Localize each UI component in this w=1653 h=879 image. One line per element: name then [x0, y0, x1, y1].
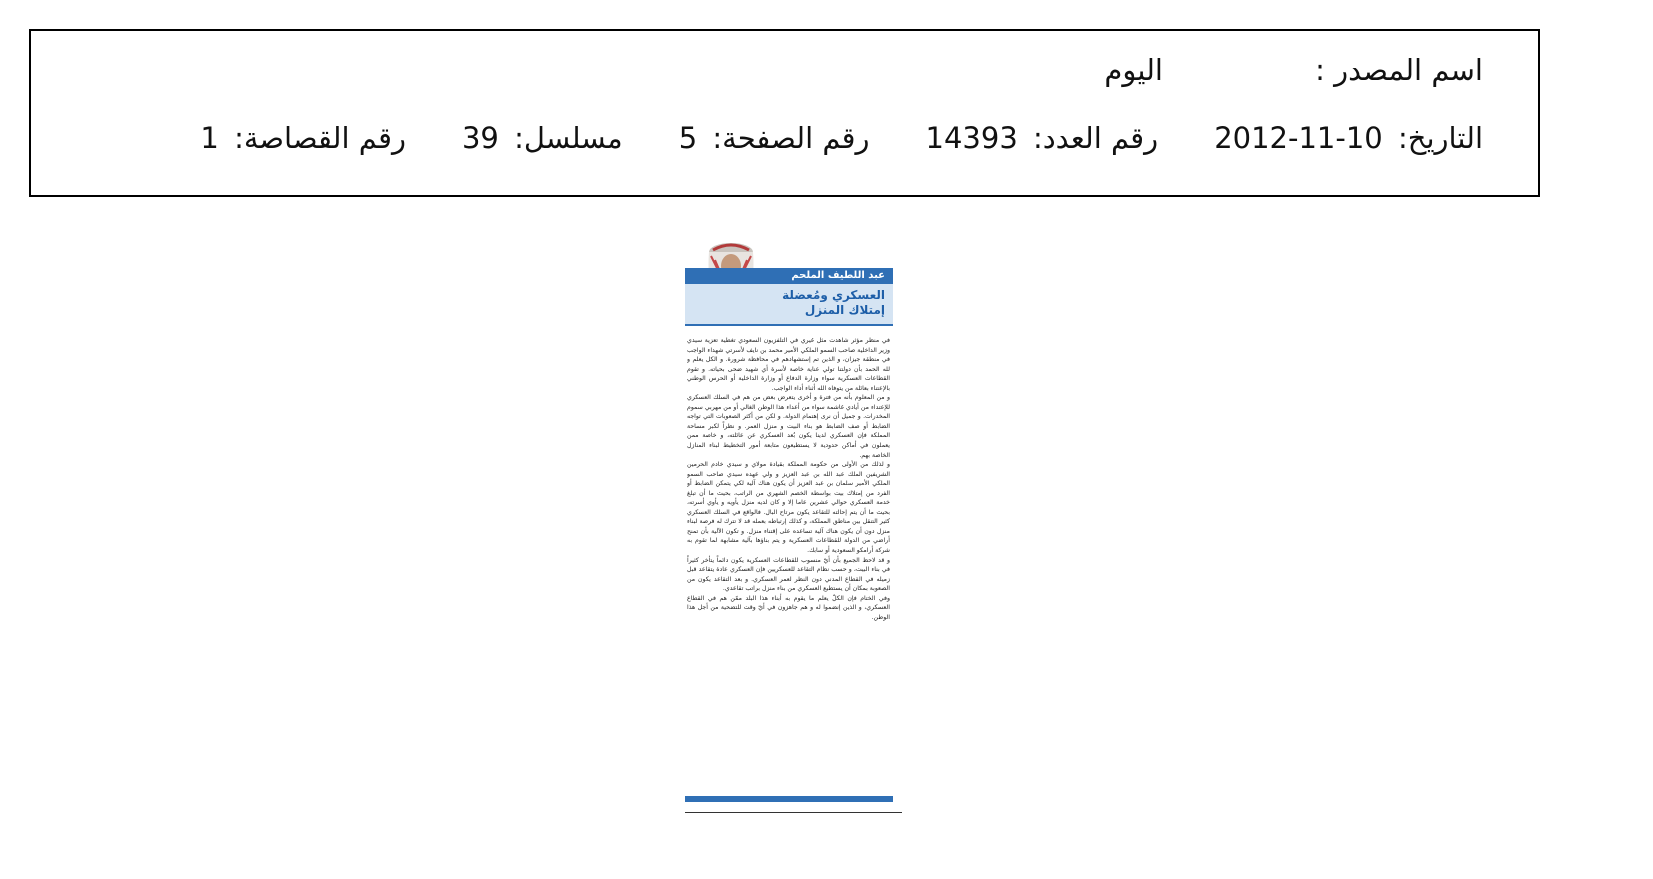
source-row	[71, 53, 1483, 87]
article-paragraph: وفي الختام فإن الكلّ يعلم ما يقوم به أبناء هذا البلد ممّن هم في القطاع العسكري، و الذين إنضموا له و هم جاهزون في أيّ وقت للتضحية من أجل هذا الوطن.	[687, 594, 890, 621]
clip-number-field	[200, 121, 406, 155]
source-label: اسم المصدر :	[1315, 53, 1483, 87]
article-paragraph: و لذلك من الأولى من حكومة المملكة بقيادة مولاي و سيدي خادم الحرمين الشريفين الملك عبد الله بن عبد العزيز و ولي عهده سيدي صاحب السمو الملكي الأمير سلمان بن عبد العزيز أن يكون هناك آلية لكي يتمكن الضابط أو الفرد من إمتلاك بيت بواسطة الخصم الشهري من الراتب، بحيث ما أن تبلغ خدمة العسكري حوالي عشرين عاما إلا و كان لديه منزل يأويه و يأوي أسرته، بحيث ما أن يتم إحالته للتقاعد يكون مرتاح البال. فالواقع في السلك العسكري كثير التنقل بين مناطق المملكة، و كذلك إرتباطه بعمله قد لا تترك له فرصة لبناء منزل دون أن يكون هناك آلية تساعده على إقتناء منزل. و تكون الآلية بأن تمنح أراضي من الدولة للقطاعات العسكرية و يتم بناؤها بآلية مشابهة لما تقوم به شركة أرامكو السعودية أو سابك.	[687, 461, 890, 555]
source-value: اليوم	[1104, 53, 1163, 87]
article-paragraph: و من المعلوم بأنه من فترة و أخرى يتعرض بعض من هم في السلك العسكري للإعتداء من أيادي غاشمة سواء من أعداء هذا الوطن الغالي أو من مهربي سموم المخدرات. و جميل أن نرى إهتمام الدولة. و لكن من أكثر الصعوبات التي تواجه الضابط أو صف الضابط هو بناء البيت و منزل العمر. و نظراً لكبر مساحة المملكة فإن العسكري لدينا يكون بُعد العسكري عن عائلته، و خاصة ممن يعملون في أماكن حدودية لا يستطيعون متابعة أمور التخطيط لبناء المنازل الخاصة بهم.	[687, 394, 890, 459]
metadata-row	[71, 121, 1483, 155]
header-box	[29, 29, 1540, 197]
serial-label: مسلسل:	[514, 121, 623, 155]
page-label: رقم الصفحة:	[712, 121, 870, 155]
page-value: 5	[678, 121, 698, 155]
newspaper-clipping	[685, 238, 893, 803]
issue-value: 14393	[925, 121, 1018, 155]
article-headline: العسكري ومُعضلة إمتلاك المنزل	[782, 288, 885, 317]
date-field	[1214, 121, 1483, 155]
date-label: التاريخ:	[1397, 121, 1483, 155]
clip-number-value: 1	[200, 121, 219, 155]
underline-rule	[685, 812, 902, 813]
date-value: 2012-11-10	[1214, 121, 1383, 155]
serial-field	[462, 121, 623, 155]
issue-label: رقم العدد:	[1033, 121, 1159, 155]
article-body	[687, 336, 890, 791]
issue-field	[926, 121, 1159, 155]
headline-panel	[685, 284, 893, 326]
clip-number-label: رقم القصاصة:	[234, 121, 406, 155]
clipping-bottom-bar	[685, 796, 893, 802]
author-byline: عبد اللطيف الملحم	[685, 268, 893, 284]
page-field	[679, 121, 870, 155]
serial-value: 39	[461, 121, 499, 155]
article-paragraph: في منظر مؤثر شاهدت مثل غيري في التلفزيون السعودي تغطية تعزية سيدي وزير الداخلية صاحب السمو الملكي الأمير محمد بن نايف لأسرتي شهداء الواجب في منطقة جيزان، و الذين تم إستشهادهم في محافظة شرورة. و الكل يعلم و لله الحمد بأن دولتنا تولي عناية خاصة لأسرة أي شهيد ضحى بحياته. و تقوم القطاعات العسكرية سواء وزارة الدفاع أو وزارة الداخلية أو الحرس الوطني بالإعتناء بعائلة من يتوفاه الله أثناء أداء الواجب.	[687, 337, 890, 392]
article-paragraph: و قد لاحظ الجميع بأن أيّ منسوب للقطاعات العسكرية يكون دائماً يتأخر كثيراً في بناء البيت، و حسب نظام التقاعد للعسكريين فإن العسكري عادة يتقاعد قبل زميله في القطاع المدني دون النظر لعمر العسكري. و بعد التقاعد يكون من الصعوبة بمكان أن يستطيع العسكري من بناء منزل براتب تقاعدي.	[687, 556, 890, 593]
